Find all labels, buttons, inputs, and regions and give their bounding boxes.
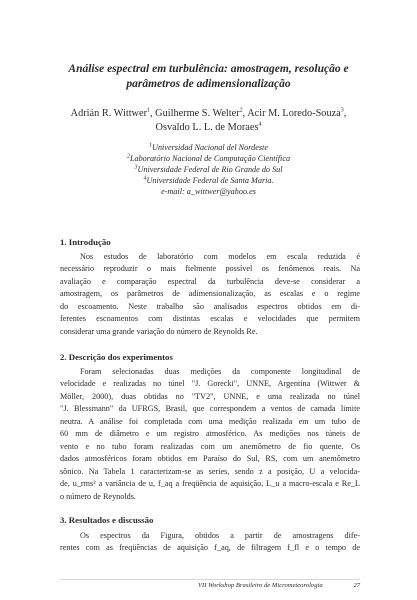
text-line: sônico. Na Tabela 1 caracterizam-se as series, sendo z a posição, U a velocida- — [60, 466, 360, 476]
page-footer — [60, 580, 360, 592]
affiliation-sup: 4 — [143, 175, 147, 182]
affiliation-text: Universidad Nacional del Nordeste — [152, 143, 268, 152]
section-heading: 2. Descrição dos experimentos — [60, 352, 173, 362]
page-number: 27 — [353, 582, 360, 589]
affiliation-list — [40, 142, 377, 197]
text-line: rentes com as freqüências de aquisição f_aq, de filtragem f_fl e o tempo de — [60, 543, 360, 553]
affiliation-sup: 1 — [149, 142, 153, 149]
text-line: Foram selecionadas duas medições da componente longitudinal de — [80, 367, 360, 376]
affiliation-sup: 2 — [126, 153, 130, 160]
text-line: o número de Reynolds. — [60, 491, 136, 501]
author-line-1: Adrián R. Wittwer$^1$, Guilherme S. Welter$^2$, Acir M. Loredo-Souza$^3$, — [70, 107, 347, 119]
text-line: "J. Blessmann" da UFRGS, Brasil, que correspondem a ventos de camada limite — [60, 404, 360, 414]
author-email[interactable]: e-mail: a_wittwer@yahoo.es — [161, 187, 256, 196]
text-line: 60 mm de diâmetro e um registro atmosférico. As medições nos túneis de — [60, 429, 360, 439]
text-line: Nos estudos de laboratório com modelos em escala reduzida é — [80, 252, 360, 261]
footer-text: VII Workshop Brasileiro de Micrometeorologia — [198, 582, 323, 589]
affiliation-1 — [40, 142, 377, 153]
text-line: neutra. A análise foi completada com uma medição realizada em um tubo de — [60, 416, 360, 426]
section-body — [60, 366, 360, 503]
section-heading: 1. Introdução — [60, 237, 111, 247]
author-name: Osvaldo L. L. de Moraes — [155, 122, 259, 133]
author-sup: 4 — [258, 121, 262, 128]
author-name: Adrián R. Wittwer — [70, 108, 147, 119]
affiliation-sup: 3 — [134, 164, 138, 171]
text-line: amostragem, os parâmetros de adimensionalização, as escalas e o regime — [60, 289, 360, 299]
text-line: ferentes escoamentos com distintas escalas e velocidades que permitem — [60, 314, 360, 324]
title-line-2: parâmetros de adimensionalização — [126, 78, 291, 90]
text-line: velocidade e realizadas no túnel "J. Gorecki", UNNE, Argentina (Wittwer & — [60, 379, 360, 389]
affiliation-text: Universidade Federal de Santa Maria. — [146, 176, 274, 185]
affiliation-4 — [40, 175, 377, 186]
section-heading: 3. Resultados e discussão — [60, 515, 154, 525]
affiliation-3 — [40, 164, 377, 175]
author-line-2 — [40, 121, 377, 135]
affiliation-text: Universidade Federal de Rio Grande do Sul — [137, 165, 283, 174]
paper-title — [40, 62, 377, 92]
text-line: dados atmosféricos foram obtidos em Paraíso do Sul, RS, com um anemômetro — [60, 454, 360, 464]
section-body — [60, 251, 360, 338]
section-body — [60, 530, 360, 555]
author-name: Guilherme S. Welter — [155, 108, 240, 119]
text-line: Möller, 2000), duas obtidas no "TV2", UNNE, e uma realizada no túnel — [60, 391, 360, 401]
affiliation-2 — [40, 153, 377, 164]
text-line: de, u_rms² a variância de u, f_aq a freqüência de aquisição, L_u a macro-escala e Re_L — [60, 479, 360, 489]
author-sup: 3 — [340, 107, 344, 114]
affiliation-text: Laboratório Nacional de Computação Científica — [129, 154, 291, 163]
author-list — [40, 107, 377, 135]
text-line: Os espectros da Figura, obtidos a partir de amostragens dife- — [80, 531, 360, 540]
author-name: Acir M. Loredo-Souza — [247, 108, 341, 119]
text-line: vento e no tubo foram realizadas com um anemômetro de fio quente. Os — [60, 441, 360, 451]
text-line: avaliação e comparação espectral da turbulência deve-se considerar a — [60, 276, 360, 286]
author-sup: 1 — [147, 107, 150, 114]
author-sup: 2 — [239, 107, 243, 114]
title-line-1: Análise espectral em turbulência: amostragem, resolução e — [68, 63, 349, 75]
text-line: do escoamento. Neste trabalho são analisados espectros obtidos em di- — [60, 301, 360, 311]
text-line: necessário reproduzir o mais fielmente possível os fenômenos reais. Na — [60, 264, 360, 274]
text-line: considerar uma grande variação do número de Reynolds Re. — [60, 326, 258, 336]
